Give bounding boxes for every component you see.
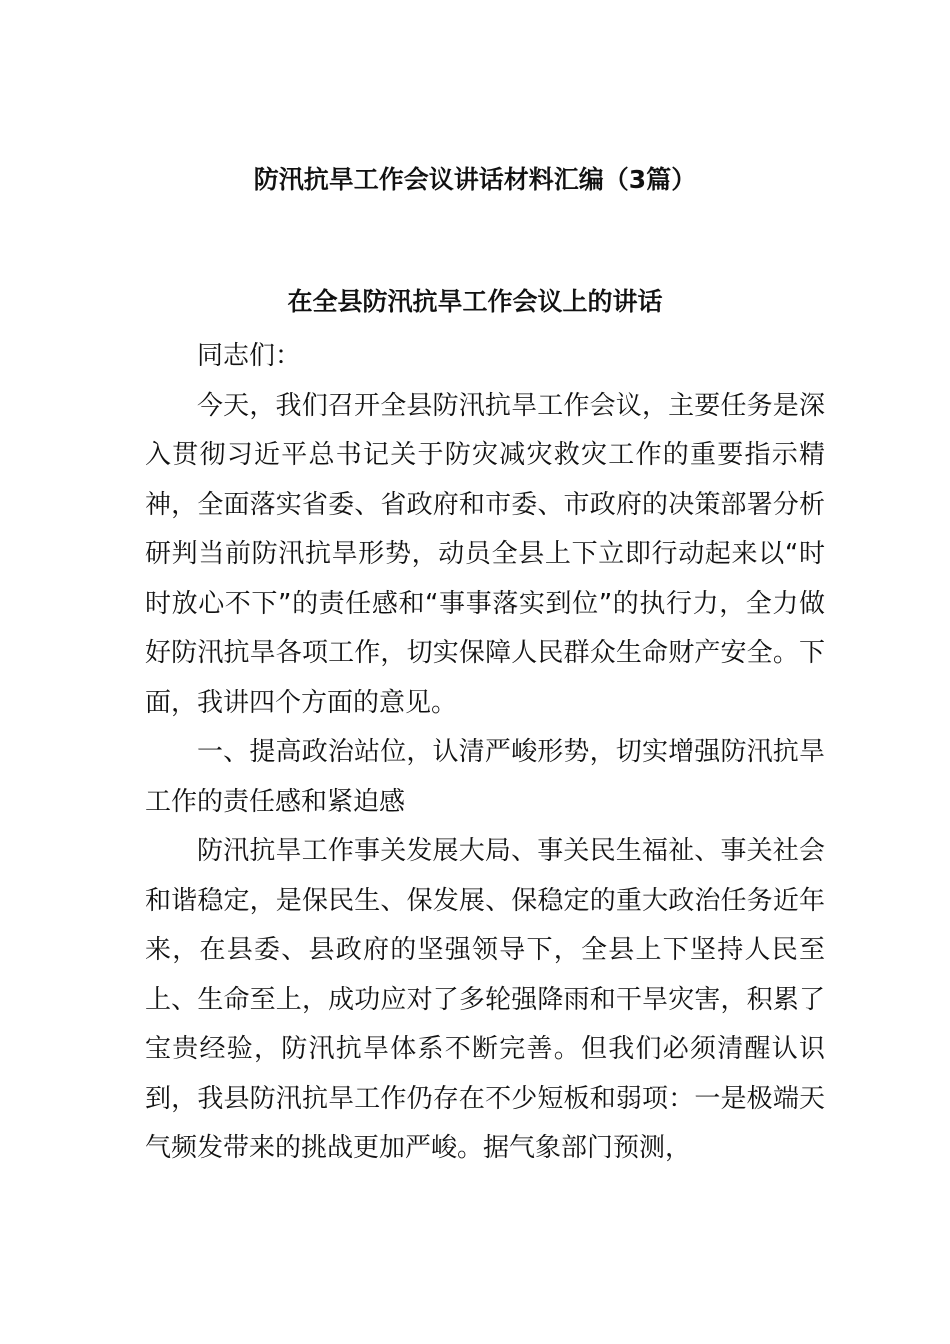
speech-title: 在全县防汛抗旱工作会议上的讲话: [287, 287, 663, 316]
salutation: 同志们：: [197, 341, 302, 371]
document-body: [145, 332, 825, 1174]
intro-paragraph: 今天，我们召开全县防汛抗旱工作会议，主要任务是深入贯彻习近平总书记关于防灾减灾救灾工作的重要指示精神，全面落实省委、省政府和市委、市政府的决策部署分析研判当前防汛抗旱形势，动员全县上下立即行动起来以“时时放心不下”的责任感和“事事落实到位”的执行力，全力做好防汛抗旱各项工作，切实保障人民群众生命财产安全。下面，我讲四个方面的意见。: [145, 390, 825, 718]
body-paragraph: 防汛抗旱工作事关发展大局、事关民生福祉、事关社会和谐稳定，是保民生、保发展、保稳定的重大政治任务近年来，在县委、县政府的坚强领导下，全县上下坚持人民至上、生命至上，成功应对了多轮强降雨和干旱灾害，积累了宝贵经验，防汛抗旱体系不断完善。但我们必须清醒认识到，我县防汛抗旱工作仍存在不少短板和弱项：一是极端天气频发带来的挑战更加严峻。据气象部门预测，: [145, 836, 825, 1163]
section-heading: 一、提高政治站位，认清严峻形势，切实增强防汛抗旱工作的责任感和紧迫感: [145, 737, 825, 817]
document-title: 防汛抗旱工作会议讲话材料汇编（3篇）: [253, 165, 697, 194]
